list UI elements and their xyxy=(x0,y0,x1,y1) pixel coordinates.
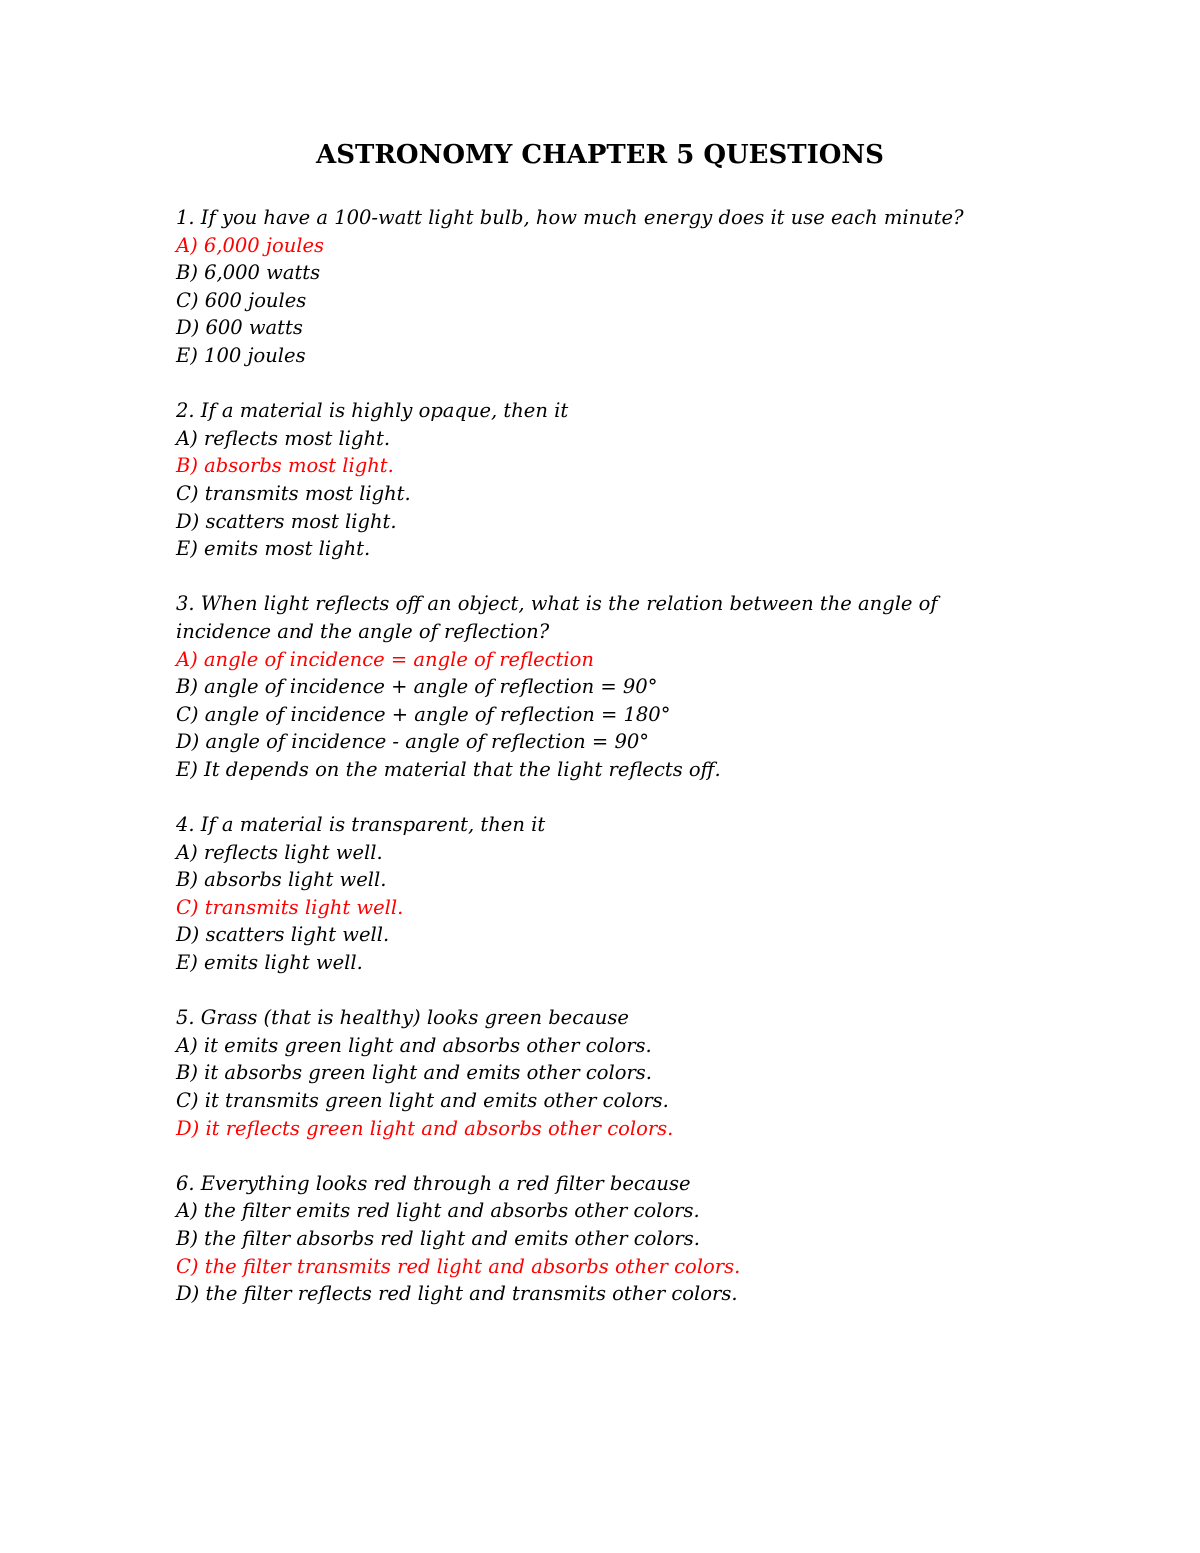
question-text: 1. If you have a 100-watt light bulb, how much energy does it use each minute? xyxy=(176,206,964,229)
question-2 xyxy=(176,397,1036,563)
answer-option: D) angle of incidence - angle of reflection = 90° xyxy=(176,730,650,754)
question-text: 4. If a material is transparent, then it xyxy=(176,813,546,837)
answer-option: A) reflects most light. xyxy=(176,426,391,450)
answer-option: E) It depends on the material that the light reflects off. xyxy=(176,757,721,781)
question-3 xyxy=(176,590,1036,783)
answer-option: D) it reflects green light and absorbs other colors. xyxy=(176,1116,674,1140)
answer-option: C) transmits most light. xyxy=(176,481,411,505)
answer-option: C) angle of incidence + angle of reflection = 180° xyxy=(176,702,671,726)
question-4 xyxy=(176,811,1036,977)
answer-option: E) 100 joules xyxy=(176,343,306,367)
answer-option: B) absorbs most light. xyxy=(176,454,394,478)
answer-option: D) the filter reflects red light and transmits other colors. xyxy=(176,1282,738,1306)
answer-option: D) scatters most light. xyxy=(176,509,397,533)
question-text: 5. Grass (that is healthy) looks green because xyxy=(176,1006,629,1030)
question-5 xyxy=(176,1004,1036,1142)
answer-option: B) the filter absorbs red light and emits other colors. xyxy=(176,1226,700,1250)
answer-option: C) transmits light well. xyxy=(176,895,404,919)
answer-option: C) the filter transmits red light and absorbs other colors. xyxy=(176,1254,741,1278)
answer-option: B) 6,000 watts xyxy=(176,261,321,285)
answer-option: D) scatters light well. xyxy=(176,923,390,947)
question-1 xyxy=(176,204,1036,370)
question-6 xyxy=(176,1170,1036,1308)
answer-option: B) it absorbs green light and emits other colors. xyxy=(176,1061,652,1085)
question-text: 3. When light reflects off an object, what is the relation between the angle of incidence and the angle of reflection? xyxy=(176,592,944,643)
answer-option: A) angle of incidence = angle of reflection xyxy=(176,647,594,671)
document-title: ASTRONOMY CHAPTER 5 QUESTIONS xyxy=(316,140,884,170)
answer-option: E) emits light well. xyxy=(176,951,363,975)
answer-option: C) it transmits green light and emits other colors. xyxy=(176,1089,669,1112)
answer-option: E) emits most light. xyxy=(176,537,371,561)
answer-option: A) the filter emits red light and absorbs other colors. xyxy=(176,1199,700,1223)
answer-option: D) 600 watts xyxy=(176,316,303,340)
question-list xyxy=(176,204,1036,1335)
answer-option: A) 6,000 joules xyxy=(176,233,325,257)
answer-option: B) angle of incidence + angle of reflection = 90° xyxy=(176,675,658,699)
question-text: 6. Everything looks red through a red filter because xyxy=(176,1171,691,1195)
answer-option: A) reflects light well. xyxy=(176,840,383,864)
answer-option: C) 600 joules xyxy=(176,288,307,312)
question-text: 2. If a material is highly opaque, then it xyxy=(176,399,569,423)
answer-option: B) absorbs light well. xyxy=(176,868,387,892)
answer-option: A) it emits green light and absorbs other colors. xyxy=(176,1033,652,1057)
